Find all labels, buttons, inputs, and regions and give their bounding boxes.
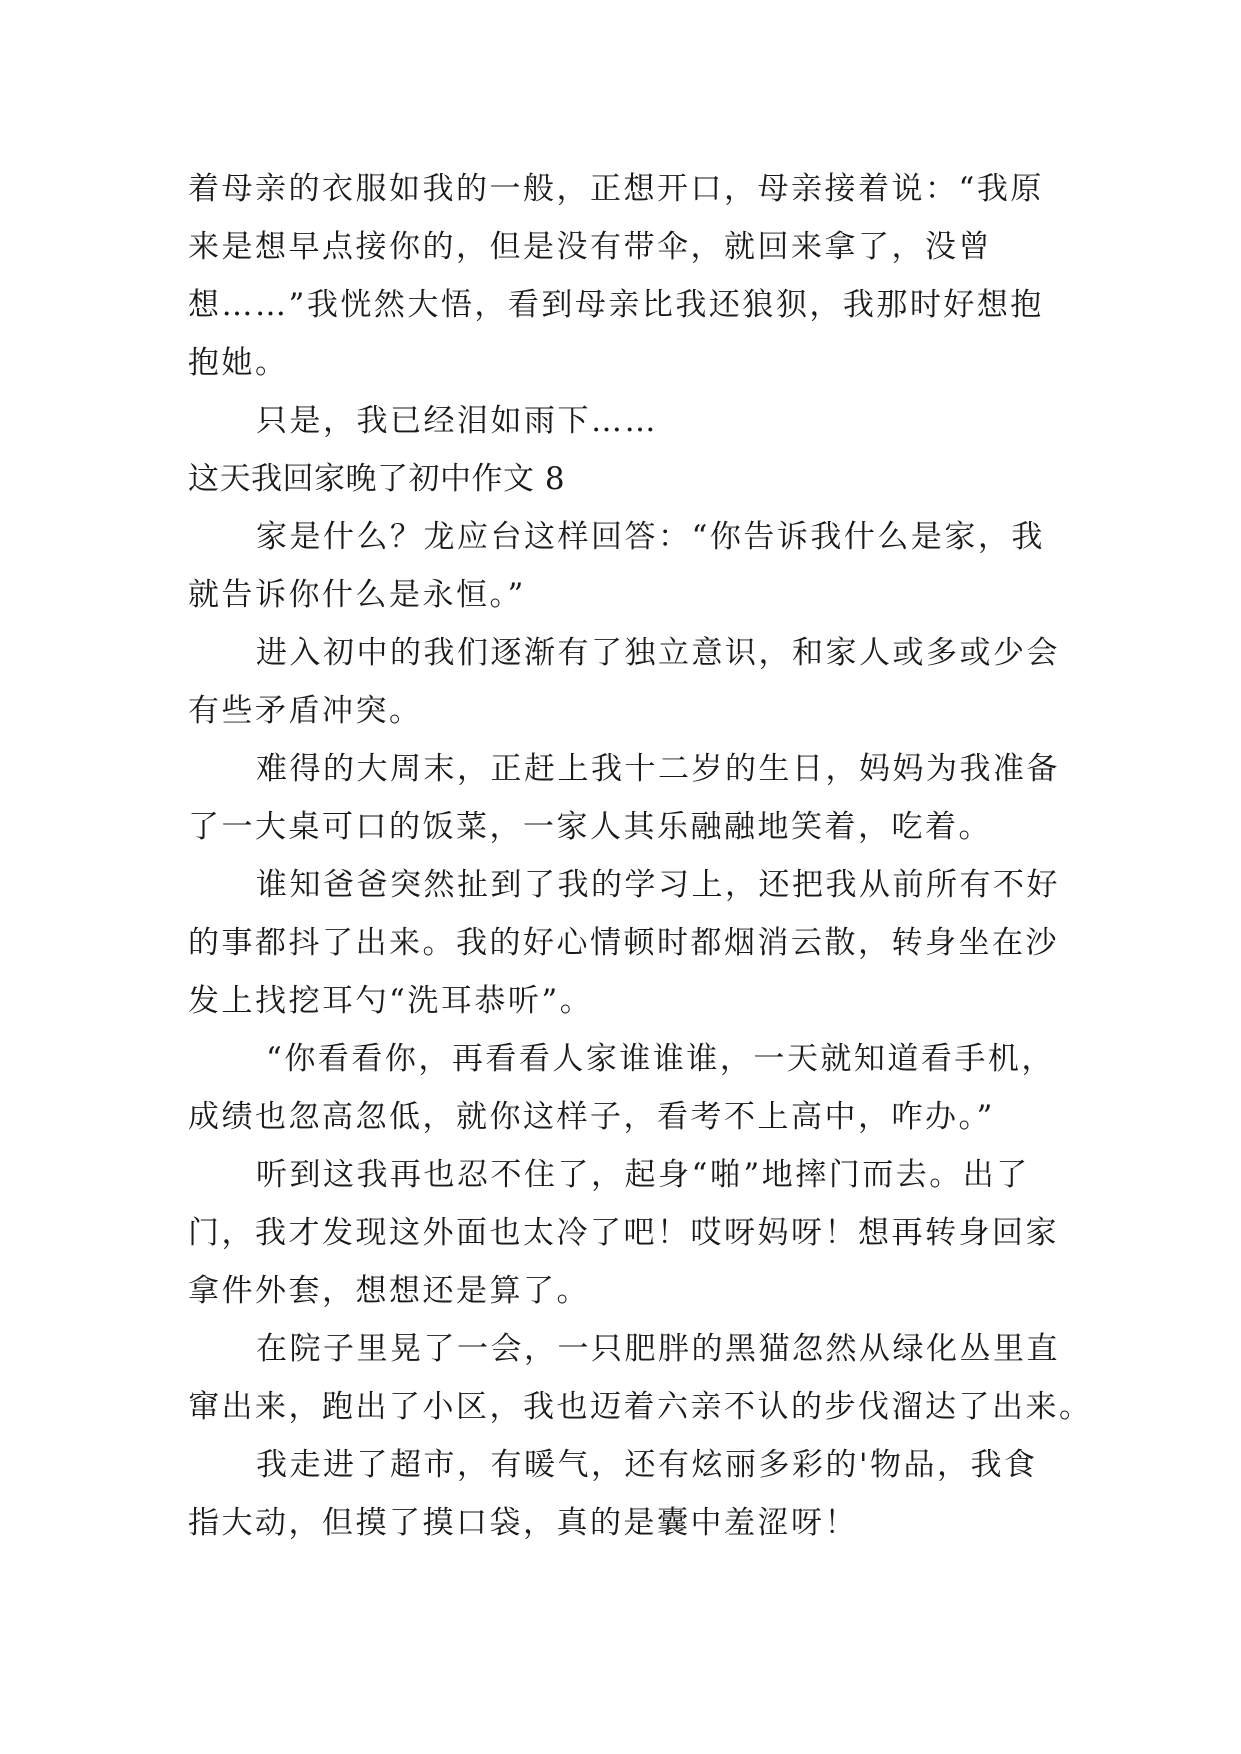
text-line: 拿件外套，想想还是算了。 (188, 1273, 590, 1309)
text-line: 了一大桌可口的饭菜，一家人其乐融融地笑着，吃着。 (188, 809, 992, 845)
text-line: 只是，我已经泪如雨下…… (256, 403, 658, 439)
text-line: 窜出来，跑出了小区，我也迈着六亲不认的步伐溜达了出来。 (188, 1389, 1093, 1425)
text-line: 谁知爸爸突然扯到了我的学习上，还把我从前所有不好 (256, 867, 1060, 903)
text-line: 在院子里晃了一会，一只肥胖的黑猫忽然从绿化丛里直 (256, 1331, 1060, 1367)
text-line: 想……”我恍然大悟，看到母亲比我还狼狈，我那时好想抱 (188, 287, 1044, 323)
essay-text (188, 160, 1093, 1552)
text-line: 听到这我再也忍不住了，起身“啪”地摔门而去。出了 (256, 1157, 1030, 1193)
text-line: 成绩也忽高忽低，就你这样子，看考不上高中，咋办。” (188, 1099, 995, 1135)
text-line: 就告诉你什么是永恒。” (188, 577, 526, 613)
text-line: 来是想早点接你的，但是没有带伞，就回来拿了，没曾 (188, 229, 992, 265)
text-line: 进入初中的我们逐渐有了独立意识，和家人或多或少会 (256, 635, 1060, 671)
text-line: 着母亲的衣服如我的一般，正想开口，母亲接着说：“我原 (188, 171, 1044, 207)
essay-title: 这天我回家晚了初中作文 8 (188, 461, 566, 497)
text-line: 指大动，但摸了摸口袋，真的是囊中羞涩呀！ (188, 1505, 858, 1541)
text-line: 难得的大周末，正赶上我十二岁的生日，妈妈为我准备 (256, 751, 1060, 787)
text-line: 我走进了超市，有暖气，还有炫丽多彩的'物品，我食 (256, 1447, 1038, 1483)
text-line: 抱她。 (188, 345, 289, 381)
text-line: “你看看你，再看看人家谁谁谁，一天就知道看手机， (266, 1041, 1055, 1077)
text-line: 发上找挖耳勺“洗耳恭听”。 (188, 983, 594, 1019)
text-line: 的事都抖了出来。我的好心情顿时都烟消云散，转身坐在沙 (188, 925, 1059, 961)
text-line: 门，我才发现这外面也太冷了吧！哎呀妈呀！想再转身回家 (188, 1215, 1059, 1251)
text-line: 家是什么？龙应台这样回答：“你告诉我什么是家，我 (256, 519, 1045, 555)
text-line: 有些矛盾冲突。 (188, 693, 423, 729)
